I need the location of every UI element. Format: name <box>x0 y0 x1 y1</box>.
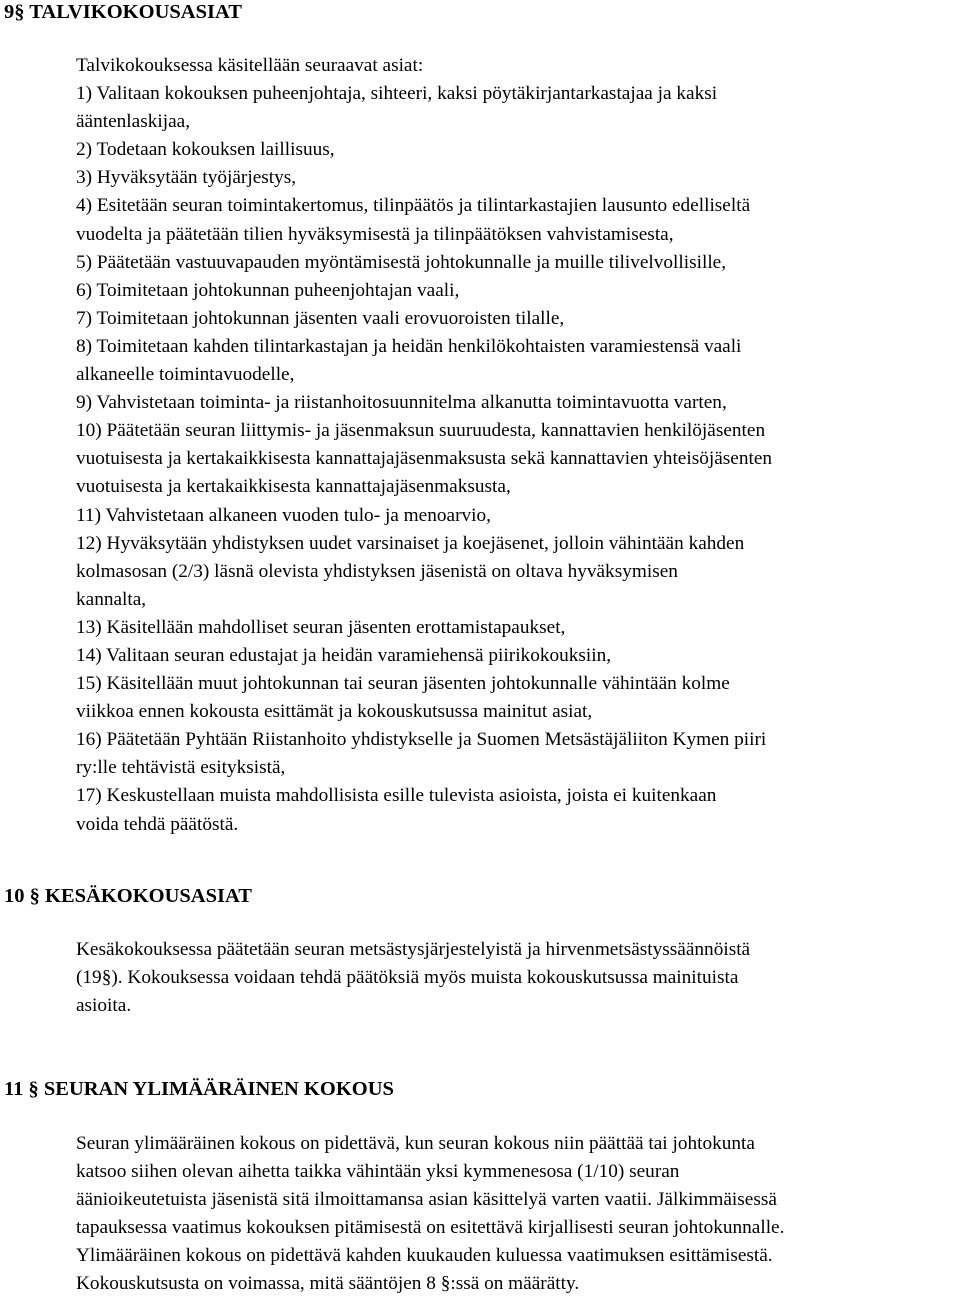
text-line: 9) Vahvistetaan toiminta- ja riistanhoitosuunnitelma alkanutta toimintavuotta varten, <box>76 392 727 414</box>
text-line: (19§). Kokouksessa voidaan tehdä päätöksiä myös muista kokouskutsussa mainituista <box>76 967 739 989</box>
text-line: 2) Todetaan kokouksen laillisuus, <box>76 139 335 161</box>
section-heading: 9§ TALVIKOKOUSASIAT <box>4 1 242 23</box>
text-line: 7) Toimitetaan johtokunnan jäsenten vaali erovuoroisten tilalle, <box>76 307 565 329</box>
text-line: voida tehdä päätöstä. <box>76 813 239 835</box>
text-line: Kokouskutsusta on voimassa, mitä sääntöjen 8 §:ssä on määrätty. <box>76 1273 580 1295</box>
text-line: Ylimääräinen kokous on pidettävä kahden kuukauden kuluessa vaatimuksen esittämisestä. <box>76 1245 773 1267</box>
text-line: äänioikeutetuista jäsenistä sitä ilmoittamansa asian käsittelyä varten vaatii. Jälkimmäisessä <box>76 1189 777 1211</box>
text-line: 14) Valitaan seuran edustajat ja heidän varamiehensä piirikokouksiin, <box>76 644 612 666</box>
text-line: Seuran ylimääräinen kokous on pidettävä, kun seuran kokous niin päättää tai johtokunta <box>76 1133 755 1154</box>
text-line: 16) Päätetään Pyhtään Riistanhoito yhdistykselle ja Suomen Metsästäjäliiton Kymen piiri <box>76 729 767 751</box>
section-body <box>76 936 956 1020</box>
text-line: alkaneelle toimintavuodelle, <box>76 364 295 386</box>
text-line: 11) Vahvistetaan alkaneen vuoden tulo- ja menoarvio, <box>76 504 491 526</box>
text-line: Kesäkokouksessa päätetään seuran metsästysjärjestelyistä ja hirvenmetsästyssäännöistä <box>76 939 751 960</box>
text-line: vuotuisesta ja kertakaikkisesta kannattajajäsenmaksusta sekä kannattavien yhteisöjäsenten <box>76 448 773 470</box>
text-line: 12) Hyväksytään yhdistyksen uudet varsinaiset ja koejäsenet, jolloin vähintään kahden <box>76 532 745 554</box>
text-line: vuotuisesta ja kertakaikkisesta kannattajajäsenmaksusta, <box>76 476 511 498</box>
text-line: 6) Toimitetaan johtokunnan puheenjohtajan vaali, <box>76 279 460 301</box>
text-line: 8) Toimitetaan kahden tilintarkastajan ja heidän henkilökohtaisten varamiestensä vaali <box>76 335 742 357</box>
text-line: katsoo siihen olevan aihetta taikka vähintään yksi kymmenesosa (1/10) seuran <box>76 1161 680 1183</box>
text-line: ry:lle tehtävistä esityksistä, <box>76 757 286 779</box>
text-line: 13) Käsitellään mahdolliset seuran jäsenten erottamistapaukset, <box>76 616 566 638</box>
text-line: ääntenlaskijaa, <box>76 111 191 133</box>
text-line: 10) Päätetään seuran liittymis- ja jäsenmaksun suuruudesta, kannattavien henkilöjäsenten <box>76 420 766 442</box>
section-body <box>76 1130 956 1299</box>
section-heading: 10 § KESÄKOKOUSASIAT <box>4 885 252 907</box>
text-line: asioita. <box>76 995 132 1017</box>
text-line: 3) Hyväksytään työjärjestys, <box>76 167 297 189</box>
section-body <box>76 52 956 839</box>
text-line: vuodelta ja päätetään tilien hyväksymisestä ja tilinpäätöksen vahvistamisesta, <box>76 223 674 245</box>
text-line: Talvikokouksessa käsitellään seuraavat asiat: <box>76 55 424 76</box>
section-heading: 11 § SEURAN YLIMÄÄRÄINEN KOKOUS <box>4 1078 394 1100</box>
text-line: kolmasosan (2/3) läsnä olevista yhdistyksen jäsenistä on oltava hyväksymisen <box>76 560 678 582</box>
text-line: 1) Valitaan kokouksen puheenjohtaja, sihteeri, kaksi pöytäkirjantarkastajaa ja kaksi <box>76 83 718 105</box>
text-line: 17) Keskustellaan muista mahdollisista esille tulevista asioista, joista ei kuitenkaan <box>76 785 717 807</box>
text-line: 15) Käsitellään muut johtokunnan tai seuran jäsenten johtokunnalle vähintään kolme <box>76 673 730 695</box>
text-line: tapauksessa vaatimus kokouksen pitämisestä on esitettävä kirjallisesti seuran johtokunnalle. <box>76 1217 785 1239</box>
text-line: 5) Päätetään vastuuvapauden myöntämisestä johtokunnalle ja muille tilivelvollisille, <box>76 251 727 273</box>
text-line: kannalta, <box>76 588 147 610</box>
text-line: viikkoa ennen kokousta esittämät ja kokouskutsussa mainitut asiat, <box>76 701 593 723</box>
text-line: 4) Esitetään seuran toimintakertomus, tilinpäätös ja tilintarkastajien lausunto edelliseltä <box>76 195 751 217</box>
